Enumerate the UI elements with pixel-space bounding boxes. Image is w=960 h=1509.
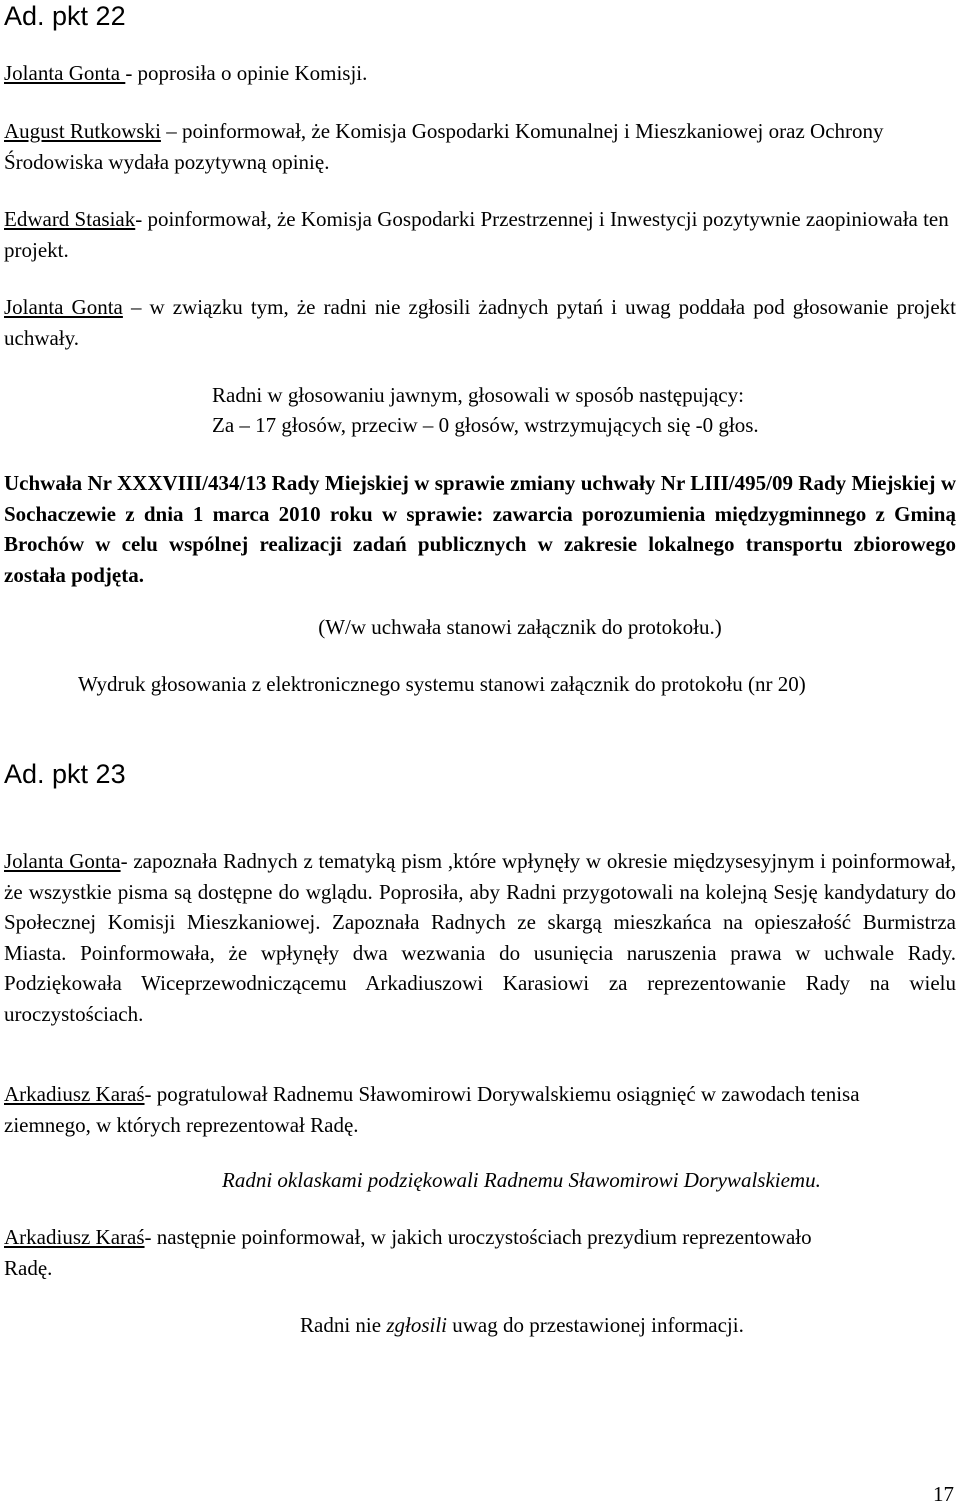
paragraph-gonta-letters <box>4 846 956 1029</box>
paragraph-text: - pogratulował Radnemu Sławomirowi Dorywalskiemu osiągnięć w zawodach tenisa ziemnego, w których reprezentował Radę. <box>4 1082 860 1137</box>
speaker-name: Arkadiusz Karaś <box>4 1082 145 1106</box>
speaker-name: Jolanta Gonta <box>4 61 126 85</box>
no-remarks-after: uwag do przestawionej informacji. <box>447 1313 744 1337</box>
paragraph-rutkowski <box>4 116 956 177</box>
paragraph-karas-congrats <box>4 1079 874 1140</box>
paragraph-gonta-vote <box>4 292 956 353</box>
section-heading-pkt23: Ad. pkt 23 <box>4 759 126 789</box>
paragraph-text: – poinformował, że Komisja Gospodarki Komunalnej i Mieszkaniowej oraz Ochrony Środowiska wydała pozytywną opinię. <box>4 119 884 174</box>
speaker-name: August Rutkowski <box>4 119 161 143</box>
speaker-name: Jolanta Gonta <box>4 295 123 319</box>
paragraph-text: – w związku tym, że radni nie zgłosili żadnych pytań i uwag poddała pod głosowanie projekt uchwały. <box>4 295 956 350</box>
no-remarks-italic: zgłosili <box>386 1313 448 1337</box>
speaker-name: Arkadiusz Karaś <box>4 1225 145 1249</box>
no-remarks-before: Radni nie <box>300 1313 387 1337</box>
paragraph-gonta-request <box>4 58 956 89</box>
resolution-text <box>4 468 956 590</box>
printout-note: Wydruk głosowania z elektronicznego systemu stanowi załącznik do protokołu (nr 20) <box>78 672 806 696</box>
resolution-body: Uchwała Nr XXXVIII/434/13 Rady Miejskiej w sprawie zmiany uchwały Nr LIII/495/09 Rady Miejskiej w Sochaczewie z dnia 1 marca 2010 roku w sprawie: zawarcia porozumienia międzygminnego z Gminą Brochów w celu wspólnej realizacji zadań publicznych w zakresie lokalnego transportu zbiorowego została podjęta. <box>4 471 956 587</box>
paragraph-stasiak <box>4 204 956 265</box>
attachment-note: (W/w uchwała stanowi załącznik do protokołu.) <box>318 615 722 639</box>
paragraph-text: - poprosiła o opinie Komisji. <box>125 61 368 85</box>
no-remarks-note <box>300 1310 950 1341</box>
page-number: 17 <box>933 1482 954 1506</box>
section-heading-pkt22: Ad. pkt 22 <box>4 1 126 31</box>
speaker-name: Edward Stasiak <box>4 207 136 231</box>
paragraph-text: - zapoznała Radnych z tematyką pism ,które wpłynęły w okresie międzysesyjnym i poinformował, że wszystkie pisma są dostępne do wglądu. Poprosiła, aby Radni przygotowali na kolejną Sesję kandydatury do Społecznej Komisji Mieszkaniowej. Zapoznała Radnych ze skargą mieszkańca na opieszałość Burmistrza Miasta. Poinformowała, że wpłynęły dwa wezwania do usunięcia naruszenia prawa w uchwale Rady. Podziękowała Wiceprzewodniczącemu Arkadiuszowi Karasiowi za reprezentowanie Rady na wielu uroczystościach. <box>4 849 956 1026</box>
paragraph-text: - poinformował, że Komisja Gospodarki Przestrzennej i Inwestycji pozytywnie zaopiniowała ten projekt. <box>4 207 949 262</box>
vote-result: Za – 17 głosów, przeciw – 0 głosów, wstrzymujących się -0 głos. <box>212 413 759 437</box>
paragraph-karas-presidium <box>4 1222 834 1283</box>
speaker-name: Jolanta Gonta <box>4 849 121 873</box>
paragraph-text: - następnie poinformował, w jakich uroczystościach prezydium reprezentowało Radę. <box>4 1225 812 1280</box>
vote-description: Radni w głosowaniu jawnym, głosowali w sposób następujący: <box>212 383 744 407</box>
applause-note: Radni oklaskami podziękowali Radnemu Sławomirowi Dorywalskiemu. <box>222 1168 821 1192</box>
